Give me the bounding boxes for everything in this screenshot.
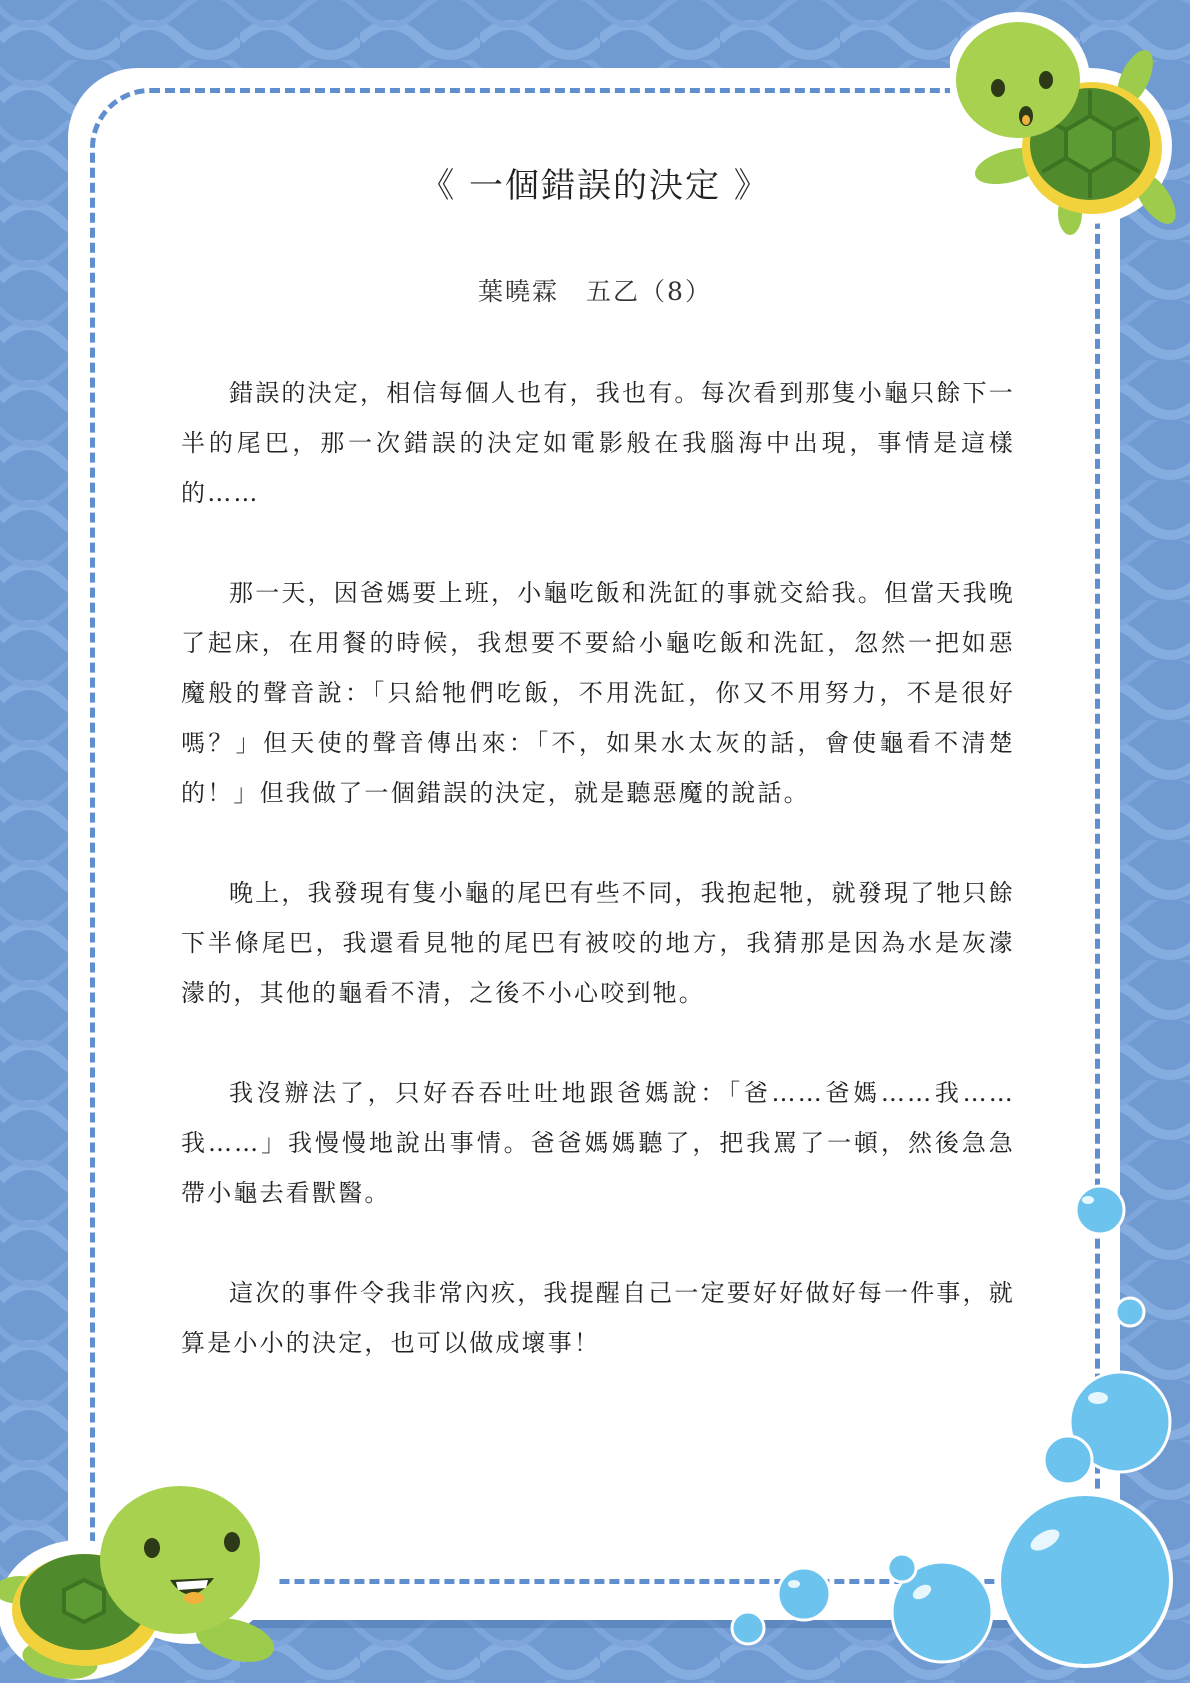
bubble-icon	[700, 1170, 1190, 1683]
paragraph-5: 這次的事件令我非常內疚，我提醒自己一定要好好做好每一件事，就算是小小的決定，也可以做成壞事！	[181, 1279, 1015, 1357]
turtle-icon	[950, 8, 1190, 238]
turtle-icon	[0, 1470, 280, 1683]
author-byline: 葉曉霖 五乙（8）	[478, 277, 712, 306]
paragraph-4: 我沒辦法了，只好吞吞吐吐地跟爸媽說：「爸……爸媽……我……我……」我慢慢地說出事情。爸爸媽媽聽了，把我罵了一頓，然後急急帶小龜去看獸醫。	[181, 1079, 1015, 1207]
paragraph-1: 錯誤的決定，相信每個人也有，我也有。每次看到那隻小龜只餘下一半的尾巴，那一次錯誤的決定如電影般在我腦海中出現，事情是這樣的……	[181, 379, 1015, 507]
paragraph-3: 晚上，我發現有隻小龜的尾巴有些不同，我抱起牠，就發現了牠只餘下半條尾巴，我還看見牠的尾巴有被咬的地方，我猜那是因為水是灰濛濛的，其他的龜看不清，之後不小心咬到牠。	[181, 879, 1015, 1007]
paragraph-2: 那一天，因爸媽要上班，小龜吃飯和洗缸的事就交給我。但當天我晚了起床，在用餐的時候，我想要不要給小龜吃飯和洗缸，忽然一把如惡魔般的聲音說：「只給牠們吃飯，不用洗缸，你又不用努力，不是很好嗎？」但天使的聲音傳出來：「不，如果水太灰的話，會使龜看不清楚的！」但我做了一個錯誤的決定，就是聽惡魔的說話。	[181, 579, 1015, 807]
essay-title: 《 一個錯誤的決定 》	[420, 166, 770, 206]
